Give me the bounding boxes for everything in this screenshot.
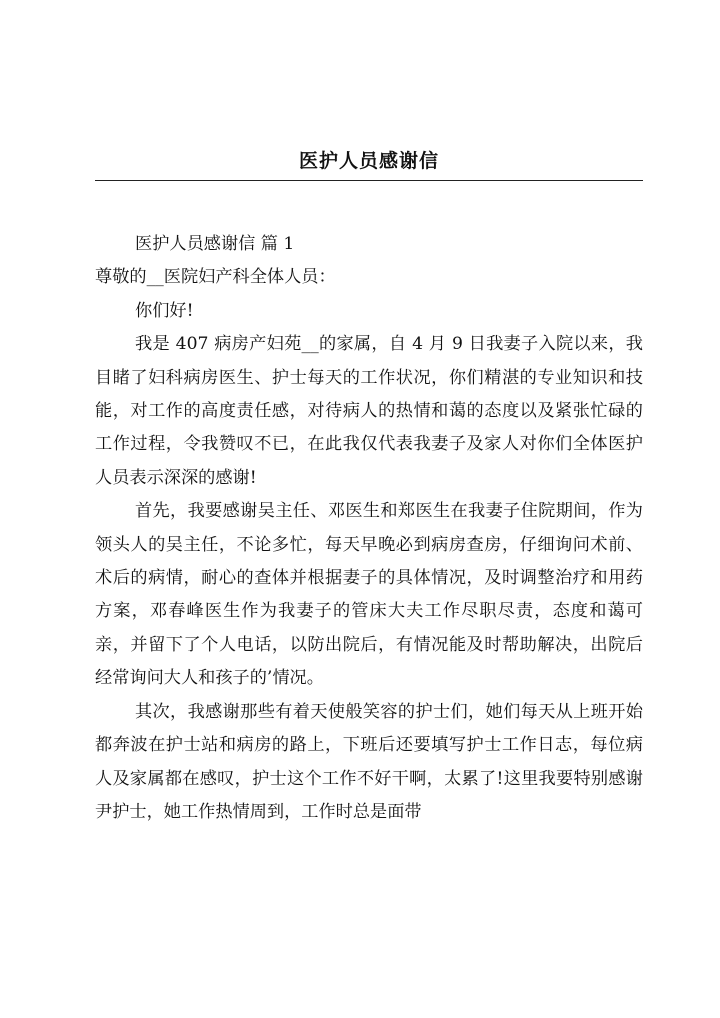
page-title: 医护人员感谢信 [298,150,439,172]
salutation: 尊敬的__医院妇产科全体人员： [95,267,336,288]
paragraph-3: 其次，我感谢那些有着天使般笑容的护士们，她们每天从上班开始都奔波在护士站和病房的路上，下班后还要填写护士工作日志，每位病人及家属都在感叹，护士这个工作不好干啊，太累了!这里我要特别感谢尹护士，她工作热情周到，工作时总是面带 [95,701,643,822]
letter-heading: 医护人员感谢信 篇 1 [135,234,295,254]
title-divider [95,180,643,181]
greeting: 你们好! [135,300,194,321]
letter-body [95,228,643,829]
paragraph-1: 我是 407 病房产妇苑__的家属，自 4 月 9 日我妻子入院以来，我目睹了妇科病房医生、护士每天的工作状况，你们精湛的专业知识和技能，对工作的高度责任感，对待病人的热情和蔼的态度以及紧张忙碌的工作过程，令我赞叹不已，在此我仅代表我妻子及家人对你们全体医护人员表示深深的感谢! [95,334,643,488]
paragraph-2: 首先，我要感谢吴主任、邓医生和郑医生在我妻子住院期间，作为领头人的吴主任，不论多忙，每天早晚必到病房查房，仔细询问术前、术后的病情，耐心的查体并根据妻子的具体情况，及时调整治疗和用药方案，邓春峰医生作为我妻子的管床大夫工作尽职尽责，态度和蔼可亲，并留下了个人电话，以防出院后，有情况能及时帮助解决，出院后经常询问大人和孩子的’情况。 [95,501,643,689]
